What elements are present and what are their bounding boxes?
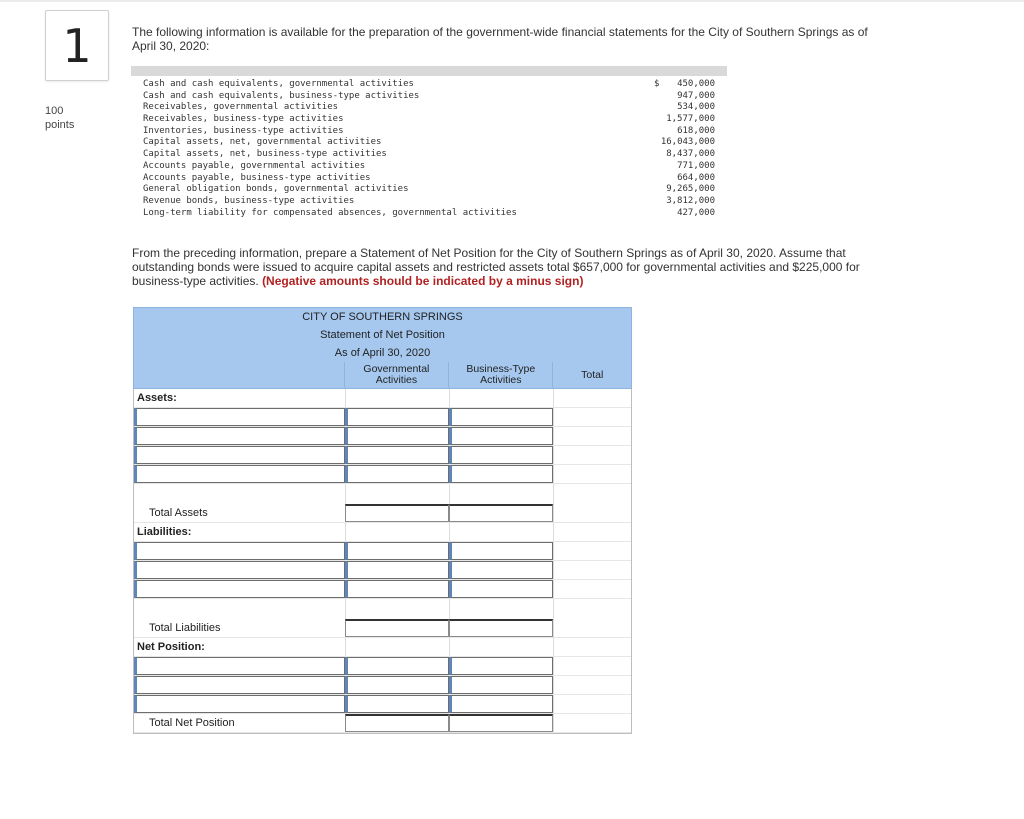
total-amount-cell — [553, 408, 631, 426]
net-position-label-dropdown[interactable] — [134, 695, 345, 713]
section-label: Assets: — [137, 392, 177, 404]
given-data-row — [131, 161, 727, 173]
question-number: 1 — [45, 10, 109, 81]
statement-of-net-position — [133, 307, 632, 734]
given-label: Cash and cash equivalents, business-type activities — [143, 90, 420, 101]
net-position-row — [134, 695, 631, 714]
total-liabilities-governmental-input[interactable] — [345, 619, 449, 637]
asset-row — [134, 465, 631, 484]
total-assets-business-type-input[interactable] — [449, 504, 553, 522]
business-type-amount-input[interactable] — [449, 580, 553, 598]
governmental-amount-input[interactable] — [345, 695, 449, 713]
governmental-amount-input[interactable] — [345, 561, 449, 579]
given-label: Revenue bonds, business-type activities — [143, 195, 355, 206]
column-header-business-type: Business-Type Activities — [448, 362, 552, 388]
given-value: 947,000 — [677, 90, 715, 101]
points-value: 100 — [45, 105, 64, 117]
given-data-row — [131, 79, 727, 91]
top-divider — [0, 0, 1024, 2]
business-type-amount-input[interactable] — [449, 446, 553, 464]
asset-label-dropdown[interactable] — [134, 427, 345, 445]
business-type-amount-input[interactable] — [449, 561, 553, 579]
section-assets — [134, 389, 631, 408]
given-data-row — [131, 173, 727, 185]
given-label: Inventories, business-type activities — [143, 125, 344, 136]
given-value: 534,000 — [677, 102, 715, 113]
total-net-position-governmental-input[interactable] — [345, 714, 449, 732]
given-data-rows — [131, 76, 727, 219]
given-label: Cash and cash equivalents, governmental activities — [143, 79, 414, 89]
statement-date: As of April 30, 2020 — [334, 347, 431, 359]
given-data-row — [131, 208, 727, 220]
business-type-amount-input[interactable] — [449, 465, 553, 483]
total-amount-cell — [553, 542, 631, 560]
instructions — [132, 246, 872, 288]
total-net-position-row — [134, 714, 631, 733]
liability-label-dropdown[interactable] — [134, 542, 345, 560]
total-assets-total-cell — [553, 504, 631, 522]
governmental-amount-input[interactable] — [345, 676, 449, 694]
statement-title: CITY OF SOUTHERN SPRINGS — [302, 311, 463, 323]
net-position-row — [134, 676, 631, 695]
business-type-amount-input[interactable] — [449, 408, 553, 426]
given-label: Receivables, governmental activities — [143, 102, 339, 113]
given-value: 8,437,000 — [666, 149, 715, 160]
given-data-row — [131, 102, 727, 114]
given-label: Accounts payable, governmental activities — [143, 160, 366, 171]
instructions-emphasis: (Negative amounts should be indicated by a minus sign) — [262, 274, 584, 288]
total-amount-cell — [553, 446, 631, 464]
given-data-row — [131, 137, 727, 149]
governmental-amount-input[interactable] — [345, 446, 449, 464]
given-label: Receivables, business-type activities — [143, 114, 344, 125]
section-net-position — [134, 638, 631, 657]
governmental-amount-input[interactable] — [345, 657, 449, 675]
asset-label-dropdown[interactable] — [134, 446, 345, 464]
total-assets-label: Total Assets — [149, 507, 208, 519]
total-amount-cell — [553, 657, 631, 675]
given-label: Long-term liability for compensated absences, governmental activities — [143, 207, 517, 218]
governmental-amount-input[interactable] — [345, 580, 449, 598]
given-data-row — [131, 149, 727, 161]
asset-row — [134, 408, 631, 427]
liability-label-dropdown[interactable] — [134, 561, 345, 579]
given-data-row — [131, 114, 727, 126]
business-type-amount-input[interactable] — [449, 676, 553, 694]
net-position-label-dropdown[interactable] — [134, 676, 345, 694]
total-amount-cell — [553, 695, 631, 713]
given-value: 16,043,000 — [660, 137, 715, 148]
given-label: Capital assets, net, governmental activities — [143, 137, 382, 148]
given-data-row — [131, 196, 727, 208]
business-type-amount-input[interactable] — [449, 657, 553, 675]
liability-label-dropdown[interactable] — [134, 580, 345, 598]
given-label: Accounts payable, business-type activities — [143, 172, 371, 183]
given-value: 618,000 — [677, 125, 715, 136]
column-header-total: Total — [552, 362, 631, 388]
business-type-amount-input[interactable] — [449, 427, 553, 445]
given-label: General obligation bonds, governmental activities — [143, 184, 409, 195]
given-value: 664,000 — [677, 172, 715, 183]
total-amount-cell — [553, 561, 631, 579]
given-value: 1,577,000 — [666, 114, 715, 125]
total-assets-row — [134, 504, 631, 523]
given-data-table — [131, 66, 727, 221]
statement-header — [133, 307, 632, 389]
given-value: 427,000 — [677, 207, 715, 218]
section-label: Net Position: — [137, 641, 205, 653]
governmental-amount-input[interactable] — [345, 427, 449, 445]
asset-row — [134, 446, 631, 465]
total-net-position-total-cell — [553, 714, 631, 732]
dollar-sign: $ — [654, 79, 660, 89]
liability-row — [134, 580, 631, 599]
statement-subtitle: Statement of Net Position — [320, 329, 445, 341]
given-data-row — [131, 184, 727, 196]
given-value: 771,000 — [677, 160, 715, 171]
question-intro: The following information is available for the preparation of the government-wide financial statements for the City of Southern Springs as of April 30, 2020: — [132, 25, 868, 53]
row-spacer — [134, 484, 631, 504]
net-position-row — [134, 657, 631, 676]
points-label: points — [45, 119, 75, 131]
liability-row — [134, 561, 631, 580]
total-liabilities-label: Total Liabilities — [149, 622, 221, 634]
asset-row — [134, 427, 631, 446]
governmental-amount-input[interactable] — [345, 465, 449, 483]
given-data-row — [131, 126, 727, 138]
total-liabilities-row — [134, 619, 631, 638]
instructions-text: From the preceding information, prepare a Statement of Net Position for the City of Southern Springs as of April 30, 2020. Assume that outstanding bonds were issued to acquire capital assets and restricted assets total $657,000 for governmental activities and $225,000 for business-type activities. — [132, 246, 860, 288]
row-spacer — [134, 599, 631, 619]
given-value: 9,265,000 — [666, 184, 715, 195]
total-net-position-label: Total Net Position — [149, 717, 235, 729]
given-label: Capital assets, net, business-type activities — [143, 149, 387, 160]
total-liabilities-business-type-input[interactable] — [449, 619, 553, 637]
business-type-amount-input[interactable] — [449, 695, 553, 713]
given-value: 450,000 — [677, 79, 715, 89]
given-value: 3,812,000 — [666, 195, 715, 206]
total-amount-cell — [553, 676, 631, 694]
column-headers — [134, 362, 631, 388]
liability-row — [134, 542, 631, 561]
column-header-governmental: Governmental Activities — [344, 362, 448, 388]
governmental-amount-input[interactable] — [345, 408, 449, 426]
asset-label-dropdown[interactable] — [134, 408, 345, 426]
total-assets-governmental-input[interactable] — [345, 504, 449, 522]
given-data-row — [131, 91, 727, 103]
net-position-label-dropdown[interactable] — [134, 657, 345, 675]
section-liabilities — [134, 523, 631, 542]
points-info — [45, 104, 74, 132]
statement-body — [133, 389, 632, 734]
total-net-position-business-type-input[interactable] — [449, 714, 553, 732]
asset-label-dropdown[interactable] — [134, 465, 345, 483]
total-amount-cell — [553, 465, 631, 483]
total-amount-cell — [553, 580, 631, 598]
total-liabilities-total-cell — [553, 619, 631, 637]
label-column-header — [134, 362, 344, 388]
total-amount-cell — [553, 427, 631, 445]
section-label: Liabilities: — [137, 526, 192, 538]
given-data-header — [131, 66, 727, 76]
governmental-amount-input[interactable] — [345, 542, 449, 560]
business-type-amount-input[interactable] — [449, 542, 553, 560]
